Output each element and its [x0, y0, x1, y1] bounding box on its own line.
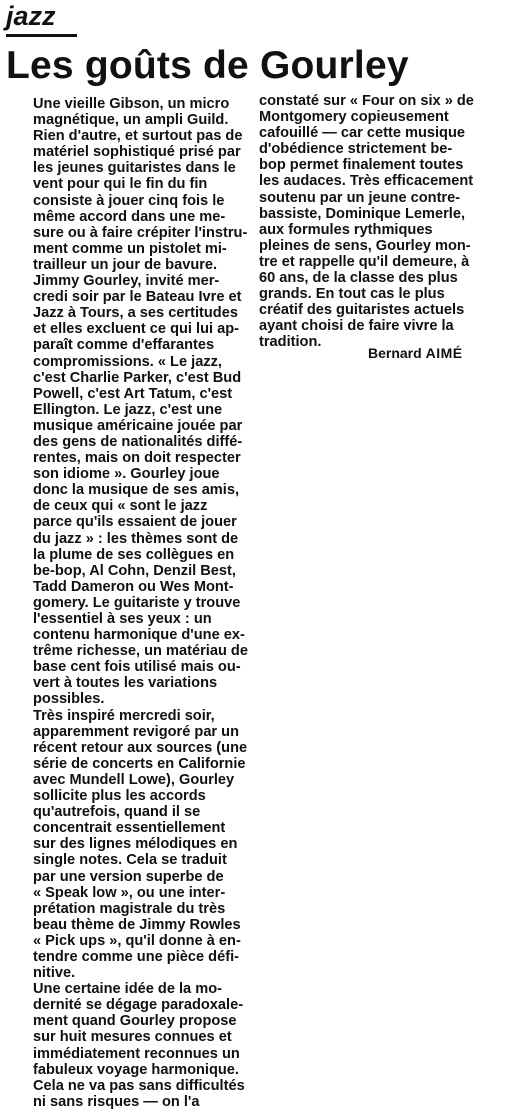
text-line: consiste à jouer cinq fois le [33, 192, 225, 209]
rubric-underline [6, 34, 77, 37]
text-line: 60 ans, de la classe des plus [259, 270, 458, 287]
text-line: trailleur un jour de bavure. [33, 256, 218, 273]
text-line: Jazz à Tours, a ses certitudes [33, 305, 238, 322]
text-line: be-bop, Al Cohn, Denzil Best, [33, 562, 236, 579]
text-line: cafouillé — car cette musique [259, 125, 466, 142]
text-line: concentrait essentiellement [33, 820, 226, 837]
text-line: beau thème de Jimmy Rowles [33, 916, 241, 933]
text-line: tendre comme une pièce défi- [33, 948, 239, 965]
text-line: des gens de nationalités diffé- [33, 433, 243, 450]
text-line: Powell, c'est Art Tatum, c'est [33, 385, 233, 402]
text-line: vert à toutes les variations [33, 675, 218, 692]
text-line: sollicite plus les accords [33, 788, 206, 805]
text-line: prétation magistrale du très [33, 900, 226, 917]
text-line: apparemment revigoré par un [33, 723, 239, 740]
text-line: possibles. [33, 691, 105, 708]
text-line: ni sans risques — on l'a [33, 1093, 200, 1110]
text-line: Une certaine idée de la mo- [33, 981, 222, 998]
text-line: bassiste, Dominique Lemerle, [259, 205, 466, 222]
article-paragraph [22, 981, 272, 1110]
text-line: c'est Charlie Parker, c'est Bud [33, 369, 242, 386]
text-line: les audaces. Très efficacement [259, 173, 474, 190]
text-line: pleines de sens, Gourley mon- [259, 237, 471, 254]
article-paragraph [259, 93, 501, 351]
text-line: et elles excluent ce qui lui ap- [33, 321, 240, 338]
text-line: immédiatement reconnues un [33, 1045, 240, 1062]
article-column-left [22, 96, 272, 1110]
text-line: magnétique, un ampli Guild. [33, 112, 229, 129]
article-headline: Les goûts de Gourley [6, 44, 409, 87]
text-line: grands. En tout cas le plus [259, 286, 445, 303]
text-line: musique américaine jouée par [33, 417, 243, 434]
text-line: trême richesse, un matériau de [33, 643, 248, 660]
text-line: récent retour aux sources (une [33, 739, 248, 756]
text-line: les jeunes guitaristes dans le [33, 160, 236, 177]
text-line: Montgomery copieusement [259, 109, 449, 126]
text-line: tradition. [259, 334, 322, 351]
text-line: la plume de ses collègues en [33, 546, 235, 563]
text-line: créatif des guitaristes actuels [259, 302, 465, 319]
text-line: aux formules rythmiques [259, 221, 433, 238]
text-line: son idiome ». Gourley joue [33, 466, 220, 483]
text-line: credi soir par le Bateau Ivre et [33, 289, 242, 306]
text-line: série de concerts en Californie [33, 755, 246, 772]
text-line: Jimmy Gourley, invité mer- [33, 273, 220, 290]
text-line: fabuleux voyage harmonique. [33, 1061, 239, 1078]
text-line: Tadd Dameron ou Wes Mont- [33, 578, 234, 595]
text-line: de ceux qui « sont le jazz [33, 498, 208, 515]
article-paragraph [22, 273, 272, 708]
text-line: dernité se dégage paradoxale- [33, 997, 244, 1014]
text-line: vent pour qui le fin du fin [33, 176, 208, 193]
text-line: rentes, mais on doit respecter [33, 450, 241, 467]
text-line: Ellington. Le jazz, c'est une [33, 401, 223, 418]
text-line: single notes. Cela se traduit [33, 852, 227, 869]
article-paragraph [22, 96, 272, 273]
text-line: gomery. Le guitariste y trouve [33, 594, 241, 611]
text-line: « Speak low », ou une inter- [33, 884, 226, 901]
text-line: avec Mundell Lowe), Gourley [33, 771, 235, 788]
section-rubric: jazz [6, 1, 56, 31]
text-line: ment quand Gourley propose [33, 1013, 237, 1030]
text-line: Une vieille Gibson, un micro [33, 96, 230, 112]
text-line: bop permet finalement toutes [259, 157, 464, 174]
text-line: sur huit mesures connues et [33, 1029, 232, 1046]
text-line: nitive. [33, 965, 76, 982]
article-paragraph [22, 708, 272, 982]
text-line: du jazz » : les thèmes sont de [33, 530, 239, 547]
text-line: ment comme un pistolet mi- [33, 240, 227, 257]
text-line: d'obédience strictement be- [259, 141, 453, 158]
text-line: qu'autrefois, quand il se [33, 804, 201, 821]
text-line: « Pick ups », qu'il donne à en- [33, 932, 241, 949]
text-line: Cela ne va pas sans difficultés [33, 1077, 245, 1094]
text-line: tre et rappelle qu'il demeure, à [259, 253, 470, 270]
text-line: donc la musique de ses amis, [33, 482, 240, 499]
text-line: paraît comme d'effarantes [33, 337, 215, 354]
text-line: ayant choisi de faire vivre la [259, 318, 454, 335]
text-line: contenu harmonique d'une ex- [33, 627, 245, 644]
text-line: compromissions. « Le jazz, [33, 353, 222, 370]
byline-first-name: Bernard [368, 345, 422, 361]
text-line: constaté sur « Four on six » de [259, 93, 474, 109]
text-line: parce qu'ils essaient de jouer [33, 514, 237, 531]
text-line: sure ou à faire crépiter l'instru- [33, 224, 248, 241]
text-line: soutenu par un jeune contre- [259, 189, 461, 206]
text-line: l'essentiel à ses yeux : un [33, 611, 212, 627]
text-line: Rien d'autre, et surtout pas de [33, 128, 243, 145]
text-line: base cent fois utilisé mais ou- [33, 659, 241, 676]
text-line: par une version superbe de [33, 868, 224, 885]
text-line: matériel sophistiqué prisé par [33, 144, 241, 161]
byline-last-name: AIMÉ [425, 345, 463, 361]
byline [368, 345, 463, 361]
text-line: Très inspiré mercredi soir, [33, 707, 215, 724]
text-line: sur des lignes mélodiques en [33, 836, 238, 853]
article-column-right [259, 93, 501, 351]
text-line: même accord dans une me- [33, 208, 226, 225]
